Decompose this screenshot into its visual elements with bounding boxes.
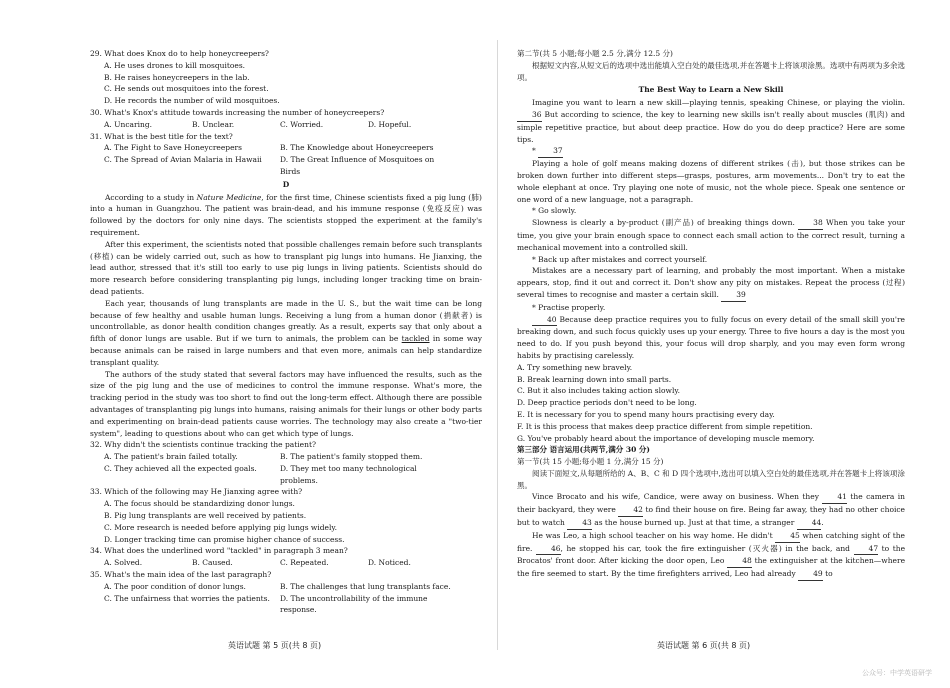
para3-text-b: in some way because animals can be raised in large numbers and that even more, animals can help standardize transplant quality. xyxy=(90,334,482,367)
question-33: 33. Which of the following may He Jianxing agree with? xyxy=(90,487,303,497)
q35-option-d: D. The uncontrollability of the immune response. xyxy=(280,593,428,615)
blank-48[interactable]: 48 xyxy=(727,555,752,568)
q32-option-c: C. They achieved all the expected goals. xyxy=(104,463,257,473)
q30-option-b: B. Unclear. xyxy=(192,119,235,129)
q35-option-b: B. The challenges that lung transplants face. xyxy=(280,581,451,591)
section-1-heading: 第一节(共 15 小题;每小题 1 分,满分 15 分) xyxy=(517,457,664,467)
tip-2: * Go slowly. xyxy=(532,206,577,216)
blank-44[interactable]: 44 xyxy=(797,517,822,530)
question-35: 35. What's the main idea of the last paragraph? xyxy=(90,570,272,580)
cz2-a: He was Leo, a high school teacher on his way home. He didn't xyxy=(532,530,773,540)
q30-option-d: D. Hopeful. xyxy=(368,119,412,129)
section-2-heading: 第二节(共 5 小题;每小题 2.5 分,满分 12.5 分) xyxy=(517,49,673,58)
choice-b: B. Break learning down into small parts. xyxy=(517,374,672,384)
cz2-c: , he stopped his car, took the fire extinguisher (灭火器) in the back, and xyxy=(560,543,850,553)
p3-text-b: When you take your time, you give your brain enough space to connect each small action to the correct result, turning a mechanical movement into a controlled skill. xyxy=(517,218,905,252)
cz1-e: . xyxy=(821,518,824,528)
passage-d-paragraph-1 xyxy=(90,192,482,239)
passage-title: The Best Way to Learn a New Skill xyxy=(638,85,784,95)
cz2-d: to the Brocatos' front door. After kicking the door open, Leo xyxy=(517,543,906,566)
question-30: 30. What's Knox's attitude towards increasing the number of honeycreepers? xyxy=(90,107,385,117)
underlined-word: tackled xyxy=(401,334,430,344)
tip-4: * Practise properly. xyxy=(532,302,606,312)
cz1-b: the camera in their backyard, they were xyxy=(517,492,906,515)
q30-options xyxy=(104,119,482,131)
part-3-heading: 第三部分 语言运用(共两节,满分 30 分) xyxy=(517,445,650,455)
right-page xyxy=(517,48,905,581)
left-page-footer: 英语试题 第 5 页(共 8 页) xyxy=(228,641,322,650)
q31-options-row1 xyxy=(104,142,482,154)
q33-option-c: C. More research is needed before applying pig lungs widely. xyxy=(104,522,338,532)
passage-d-paragraph-2: After this experiment, the scientists noted that possible challenges remain before such transplants (移植) can be widely carried out, such as how to transplant pig lungs into humans. He Jianxing, the lead author, stressed that it's still too early to use pig lungs in living patients. Scientists should do more research before considering transplanting pig lungs, including longer tracking time on brain-dead patients. xyxy=(90,239,482,296)
q34-options xyxy=(104,557,482,569)
question-31: 31. What is the best title for the text? xyxy=(90,131,233,141)
q30-option-a: A. Uncaring. xyxy=(104,119,153,129)
p1-text-a: Imagine you want to learn a new skill—playing tennis, speaking Chinese, or playing the violin. xyxy=(532,98,905,108)
blank-47[interactable]: 47 xyxy=(854,543,879,556)
blank-45[interactable]: 45 xyxy=(775,530,800,543)
p1-text-b: But according to science, the key to learning new skills isn't really about muscles (肌肉) and simple repetitive practice, but about deep practice. How do you do deep practice? Here are some tips. xyxy=(517,109,905,144)
q33-option-a: A. The focus should be standardizing donor lungs. xyxy=(104,499,295,509)
section-2-instructions: 根据短文内容,从短文后的选项中选出能填入空白处的最佳选项,并在答题卡上将该项涂黑。选项中有两项为多余选项。 xyxy=(517,60,905,82)
q35-option-a: A. The poor condition of donor lungs. xyxy=(104,581,246,591)
section-d-heading: D xyxy=(282,179,290,189)
page-divider xyxy=(497,40,498,650)
skill-paragraph-4 xyxy=(517,265,905,301)
q35-options-row1 xyxy=(104,581,482,593)
cloze-paragraph-1 xyxy=(517,491,905,529)
q29-option-c: C. He sends out mosquitoes into the forest. xyxy=(104,84,269,94)
choice-d: D. Deep practice periods don't need to be long. xyxy=(517,398,697,408)
p3-text-a: Slowness is clearly a by-product (副产品) of breaking things down. xyxy=(532,218,795,228)
left-page xyxy=(90,48,482,616)
blank-43[interactable]: 43 xyxy=(567,517,592,530)
journal-name: Nature Medicine xyxy=(196,192,262,202)
p4-text: Mistakes are a necessary part of learning, and probably the most important. When a mistake appears, stop, find it out and correct it. Don't show any pity on mistakes. Repeat the process (过程) several times to recognise and master a certain skill. xyxy=(517,266,905,299)
blank-40[interactable]: 40 xyxy=(532,314,557,327)
q31-option-c: C. The Spread of Avian Malaria in Hawaii xyxy=(104,155,262,165)
choice-a: A. Try something new bravely. xyxy=(517,362,633,372)
q33-option-d: D. Longer tracking time can promise higher chance of success. xyxy=(104,534,345,544)
blank-38[interactable]: 38 xyxy=(798,217,823,230)
tip-3: * Back up after mistakes and correct yourself. xyxy=(532,254,708,264)
p5-text: Because deep practice requires you to fully focus on every detail of the small skill you're breaking down, and such focus quickly uses up your energy. Three to five hours a day is the most you need to do. If you push beyond this, your focus will drop sharply, and you may even form wrong habits by practising carelessly. xyxy=(517,314,905,360)
q35-option-c: C. The unfairness that worries the patients. xyxy=(104,593,270,603)
q32-options-row1 xyxy=(104,451,482,463)
blank-49[interactable]: 49 xyxy=(798,568,823,581)
skill-paragraph-3 xyxy=(517,217,905,253)
q29-option-b: B. He raises honeycreepers in the lab. xyxy=(104,72,250,82)
tip-bullet: * xyxy=(532,146,539,156)
cz1-c: to find their house on fire. Being far away, they had no other choice but to watch xyxy=(517,505,905,528)
q34-option-a: A. Solved. xyxy=(104,558,143,568)
cz1-a: Vince Brocato and his wife, Candice, were away on business. When they xyxy=(532,492,819,502)
para3-text-a: Each year, thousands of lung transplants are made in the U. S., but the wait time can be long because of few healthy and usable human lungs. Receiving a lung from a human donor (捐献者) is uncontrollable, as donor health condition changes greatly. As a result, experts say that only about a fifth of donor lungs are usable. But if we turn to animals, the problem can be xyxy=(90,298,482,344)
q30-option-c: C. Worried. xyxy=(280,119,324,129)
q33-option-b: B. Pig lung transplants are well received by patients. xyxy=(104,511,307,521)
q29-option-d: D. He records the number of wild mosquitoes. xyxy=(104,96,280,106)
skill-paragraph-1 xyxy=(517,97,905,145)
cz2-e: the extinguisher at the kitchen—where the fire seemed to start. By the time firefighters arrived, Leo had already xyxy=(517,556,906,579)
skill-paragraph-5 xyxy=(517,314,905,362)
cz1-d: as the house burned up. Just at that time, a stranger xyxy=(594,518,795,528)
q31-options-row2 xyxy=(104,154,482,178)
blank-46[interactable]: 46 xyxy=(536,543,561,556)
q35-options-row2 xyxy=(104,593,482,617)
choice-f: F. It is this process that makes deep practice different from simple repetition. xyxy=(517,421,813,431)
q32-option-a: A. The patient's brain failed totally. xyxy=(104,452,238,462)
q29-option-a: A. He uses drones to kill mosquitoes. xyxy=(104,60,246,70)
q34-option-c: C. Repeated. xyxy=(280,558,329,568)
right-page-footer: 英语试题 第 6 页(共 8 页) xyxy=(657,641,751,650)
q32-options-row2 xyxy=(104,463,482,487)
section-1-instructions: 阅读下面短文,从每题所给的 A、B、C 和 D 四个选项中,选出可以填入空白处的最佳选项,并在答题卡上将该项涂黑。 xyxy=(517,468,905,490)
cloze-paragraph-2 xyxy=(517,530,905,581)
choice-g: G. You've probably heard about the importance of developing muscle memory. xyxy=(517,433,815,443)
q34-option-d: D. Noticed. xyxy=(368,558,411,568)
passage-d-paragraph-4: The authors of the study stated that several factors may have influenced the results, such as the size of the pig lung and the use of medicines to control the immune response. What's more, the tracking period in the study was too short to find out the long-term effect. Although there are possible advantages of transplanting pig lungs into humans, raising animals for their lungs or other body parts and experimenting on brain-dead patients cause worries. The technology may also create a "two-tier system", leading to questions about who can get which type of lungs. xyxy=(90,369,482,438)
para1-text-b: , for the first time, Chinese scientists fixed a pig lung (肺) into a human in Guangzhou. The patient was brain-dead, and his immune response (免疫反应) was followed by the doctors for only nine days. The scientists stopped the experiment at the family's requirement. xyxy=(90,192,482,237)
passage-d-paragraph-3 xyxy=(90,298,482,369)
choice-e: E. It is necessary for you to spend many hours practising every day. xyxy=(517,409,775,419)
cz2-f: to xyxy=(825,569,833,579)
q31-option-b: B. The Knowledge about Honeycreepers xyxy=(280,143,434,153)
blank-42[interactable]: 42 xyxy=(618,504,643,517)
q32-option-d: D. They met too many technological problems. xyxy=(280,463,417,485)
question-34: 34. What does the underlined word "tackled" in paragraph 3 mean? xyxy=(90,546,348,556)
watermark: 公众号：中学英语研学 xyxy=(862,669,932,677)
choice-c: C. But it also includes taking action slowly. xyxy=(517,386,680,396)
question-32: 32. Why didn't the scientists continue tracking the patient? xyxy=(90,440,316,450)
skill-paragraph-2: Playing a hole of golf means making dozens of different strikes (击), but those strikes can be broken down further into different steps—grasps, postures, arm movements... Don't try to eat the whole elephant at once. Try playing one note of music, not the whole piece. Speak one sentence or one word of a new language, not a paragraph. xyxy=(517,159,905,204)
blank-37[interactable]: 37 xyxy=(538,145,563,158)
para1-text-a: According to a study in xyxy=(105,192,197,202)
q32-option-b: B. The patient's family stopped them. xyxy=(280,452,423,462)
blank-39[interactable]: 39 xyxy=(721,289,746,302)
tip-1-blank xyxy=(517,145,905,158)
cz2-b: when catching sight of the fire. xyxy=(517,530,905,553)
q34-option-b: B. Caused. xyxy=(192,558,233,568)
blank-36[interactable]: 36 xyxy=(517,109,542,122)
q31-option-d: D. The Great Influence of Mosquitoes on Birds xyxy=(280,155,435,176)
question-29: 29. What does Knox do to help honeycreepers? xyxy=(90,49,269,58)
blank-41[interactable]: 41 xyxy=(822,491,847,504)
q31-option-a: A. The Fight to Save Honeycreepers xyxy=(104,143,242,153)
